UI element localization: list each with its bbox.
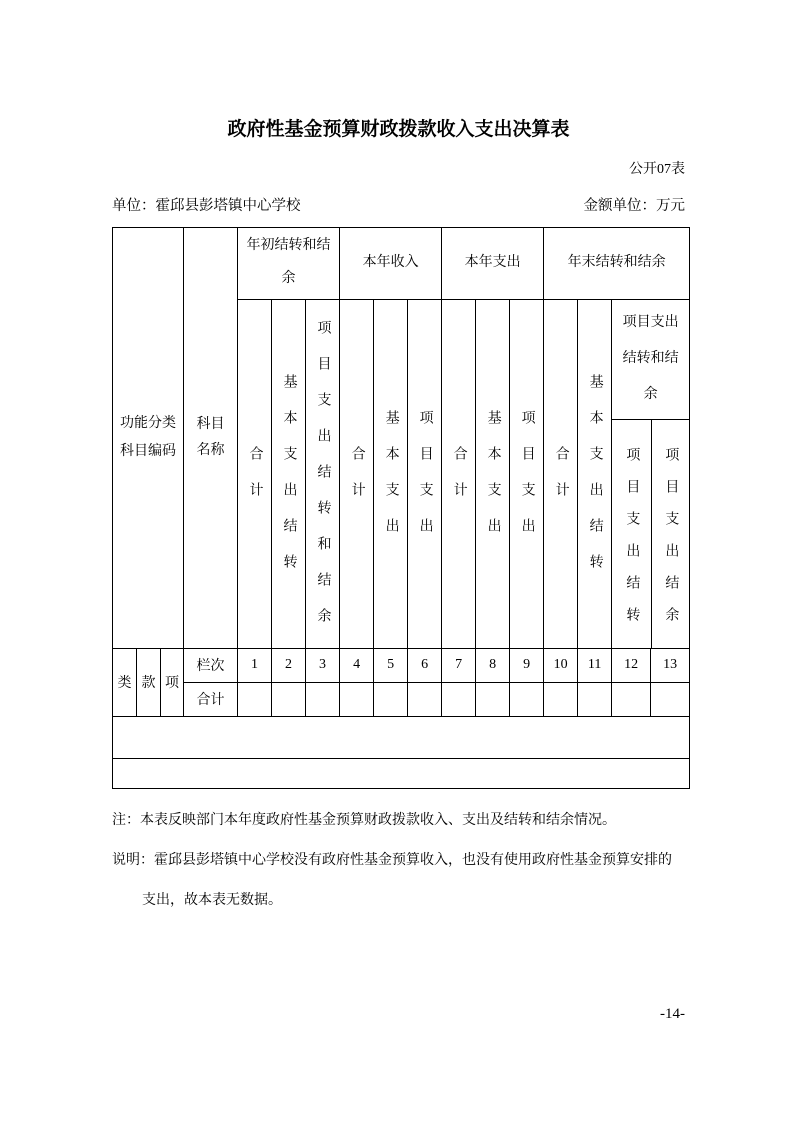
empty-row-cell: [113, 716, 690, 758]
header-income-group: 本年收入: [340, 227, 442, 299]
header-section: 款: [137, 648, 161, 716]
header-expense-project: [510, 299, 544, 648]
total-row-cell: [510, 682, 544, 716]
column-number-row: [113, 648, 690, 682]
unit-label: 单位：霍邱县彭塔镇中心学校: [112, 197, 301, 214]
col-number-11: 11: [578, 648, 612, 682]
header-expense-total: [442, 299, 476, 648]
total-row-cell: [544, 682, 578, 716]
explanation-line-1: 说明：霍邱县彭塔镇中心学校没有政府性基金预算收入，也没有使用政府性基金预算安排的: [112, 852, 672, 868]
total-row-cell: [340, 682, 374, 716]
total-row-cell: [612, 682, 651, 716]
page-title: 政府性基金预算财政拨款收入支出决算表: [227, 119, 570, 140]
total-row-cell: [578, 682, 612, 716]
table-note: 注：本表反映部门本年度政府性基金预算财政拨款收入、支出及结转和结余情况。: [112, 812, 616, 828]
header-func-code: 功能分类科目编码: [113, 227, 184, 648]
vertical-text: 基本支出结转: [281, 374, 297, 591]
col-number-3: 3: [306, 648, 340, 682]
vertical-text: 项目支出: [519, 410, 535, 555]
vertical-text: 项目支出: [417, 410, 433, 555]
nested-columns: [612, 420, 689, 648]
vertical-text: 合计: [349, 446, 365, 519]
empty-row: [113, 716, 690, 758]
vertical-text: 项目支出结转: [624, 446, 640, 639]
total-row: [113, 682, 690, 716]
header-subject-name: 科目名称: [184, 227, 238, 648]
vertical-text: 基本支出: [485, 410, 501, 555]
header-income-project: [408, 299, 442, 648]
header-end-basic-carryover: [578, 299, 612, 648]
header-end-project-carryover: [612, 420, 651, 648]
col-number-1: 1: [238, 648, 272, 682]
vertical-text: 合计: [553, 446, 569, 519]
col-number-5: 5: [374, 648, 408, 682]
total-row-cell: [306, 682, 340, 716]
total-row-label: 合计: [184, 682, 238, 716]
meta-row: [112, 194, 685, 215]
table-number: 公开07表: [629, 161, 685, 177]
header-income-total: [340, 299, 374, 648]
header-end-total: [544, 299, 578, 648]
col-number-13: 13: [651, 648, 690, 682]
group-header-row: [113, 227, 690, 299]
header-end-project-carryover-balance: 项目支出结转和结余: [612, 300, 689, 420]
header-begin-total: [238, 299, 272, 648]
vertical-text: 项目支出结余: [663, 446, 679, 639]
col-number-8: 8: [476, 648, 510, 682]
lanci-label: 栏次: [184, 648, 238, 682]
header-end-project-balance: [651, 420, 690, 648]
total-row-cell: [476, 682, 510, 716]
vertical-text: 合计: [247, 446, 263, 519]
notes-section: [112, 801, 685, 921]
header-end-balance-group: 年末结转和结余: [544, 227, 690, 299]
col-number-12: 12: [612, 648, 651, 682]
total-row-cell: [272, 682, 306, 716]
col-number-9: 9: [510, 648, 544, 682]
header-end-project-group: [612, 299, 690, 648]
header-class: 类: [113, 648, 137, 716]
total-row-cell: [408, 682, 442, 716]
vertical-text: 合计: [451, 446, 467, 519]
col-number-2: 2: [272, 648, 306, 682]
total-row-cell: [374, 682, 408, 716]
header-income-basic: [374, 299, 408, 648]
header-begin-basic-carryover: [272, 299, 306, 648]
empty-row: [113, 758, 690, 788]
total-row-cell: [442, 682, 476, 716]
header-item: 项: [161, 648, 184, 716]
amount-unit-label: 金额单位：万元: [583, 197, 685, 214]
total-row-cell: [651, 682, 690, 716]
vertical-text: 基本支出结转: [587, 374, 603, 591]
empty-row-cell: [113, 758, 690, 788]
header-expense-group: 本年支出: [442, 227, 544, 299]
vertical-text: 项目支出结转和结余: [315, 320, 331, 645]
col-number-7: 7: [442, 648, 476, 682]
nested-cell: [612, 300, 689, 648]
vertical-text: 基本支出: [383, 410, 399, 555]
col-number-4: 4: [340, 648, 374, 682]
header-begin-project-carryover-balance: [306, 299, 340, 648]
total-row-cell: [238, 682, 272, 716]
page-number: -14-: [660, 1006, 685, 1022]
header-expense-basic: [476, 299, 510, 648]
col-number-10: 10: [544, 648, 578, 682]
fund-budget-table: [112, 227, 690, 789]
header-begin-balance-group: 年初结转和结余: [238, 227, 340, 299]
explanation-line-2: 支出，故本表无数据。: [142, 892, 282, 908]
col-number-6: 6: [408, 648, 442, 682]
